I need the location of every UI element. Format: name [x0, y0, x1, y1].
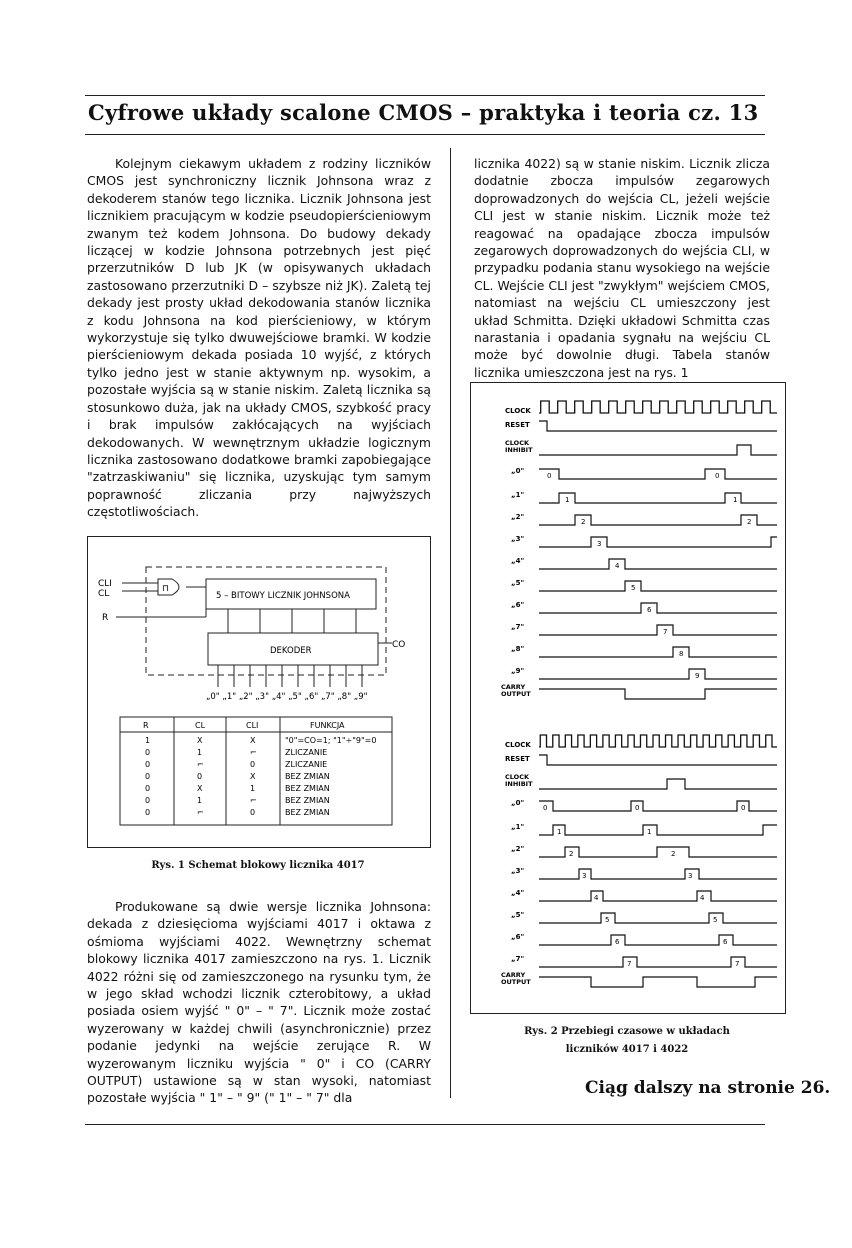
cl-label: CL: [98, 589, 110, 599]
figure-2-timing-diagram: [471, 383, 785, 1013]
bottom-out1-num-b: 1: [647, 828, 652, 836]
table-row: [145, 796, 330, 805]
counter-label: 5 – BITOWY LICZNIK JOHNSONA: [216, 591, 350, 601]
top-out4-wave-number: 4: [615, 562, 620, 570]
figure-1-diagram: [88, 537, 430, 847]
bottom-rule: [85, 1124, 765, 1125]
figure-1-caption: Rys. 1 Schemat blokowy licznika 4017: [151, 860, 365, 871]
top-out7-wave: [539, 625, 777, 635]
svg-text:0: 0: [145, 784, 151, 793]
top-out2-num-a: 2: [581, 518, 586, 526]
left-column-top: [87, 155, 431, 521]
bottom-out7-num-b: 7: [735, 960, 740, 968]
top-out0-num-b: 0: [715, 472, 720, 480]
svg-text:0: 0: [145, 808, 151, 817]
top-label-out-6: „6": [511, 601, 525, 609]
figure-2-frame: [470, 382, 786, 1014]
svg-text:ZLICZANIE: ZLICZANIE: [285, 748, 328, 757]
left-column-bottom: [87, 898, 431, 1107]
top-label-out-7: „7": [511, 623, 525, 631]
bottom-label-out-4: „4": [511, 889, 525, 897]
bottom-label-out-1: „1": [511, 823, 525, 831]
top-out1-num-b: 1: [733, 496, 738, 504]
table-row: [145, 808, 330, 817]
top-out8-wave: [539, 647, 777, 657]
top-reset-wave: [539, 421, 777, 431]
co-label: CO: [392, 640, 406, 650]
table-row: [145, 736, 376, 745]
svg-text:1: 1: [145, 736, 151, 745]
table-header-funkcja: FUNKCJA: [310, 721, 345, 730]
bottom-out7-num-a: 7: [627, 960, 632, 968]
bottom-out5-wave: [539, 913, 777, 923]
r-label: R: [102, 613, 109, 623]
top-out8-wave-number: 8: [679, 650, 684, 658]
svg-text:0: 0: [250, 808, 256, 817]
top-label-out-8: „8": [511, 645, 525, 653]
bottom-out0-num-a: 0: [543, 804, 548, 812]
bottom-clock-wave: [539, 735, 777, 747]
svg-text:0: 0: [250, 760, 256, 769]
outputs-label: „0" „1" „2" „3" „4" „5" „6" „7" „8" „9": [206, 692, 368, 702]
bottom-label-carry-2: OUTPUT: [501, 978, 531, 986]
top-out3-wave: [539, 537, 777, 547]
top-label-out-5: „5": [511, 579, 525, 587]
top-out1-wave: [539, 493, 777, 503]
top-out5-wave-number: 5: [631, 584, 636, 592]
svg-text:⌐: ⌐: [250, 796, 257, 805]
svg-text:0: 0: [145, 760, 151, 769]
bottom-out7-wave: [539, 957, 777, 967]
svg-text:BEZ ZMIAN: BEZ ZMIAN: [285, 784, 330, 793]
top-label-out-2: „2": [511, 513, 525, 521]
table-row: [145, 760, 327, 769]
top-out0-num-a: 0: [547, 472, 552, 480]
bottom-out2-wave: [539, 847, 777, 857]
top-label-out-3: „3": [511, 535, 525, 543]
top-label-clock: CLOCK: [505, 407, 531, 415]
left-paragraph-1: Kolejnym ciekawym układem z rodziny liczników CMOS jest synchroniczny licznik Johnsona wraz z dekoderem stanów tego licznika. Licznik Johnsona jest licznikiem pracującym w kodzie pseudopierścieniowym zwanym też kodem Johnsona. Do budowy dekady liczącej w kodzie Johnsona potrzebnych jest pięć przerzutników D lub JK (w opisywanych układach zastosowano przerzutniki D – szybsze niż JK). Zaletą tej dekady jest prosty układ dekodowania stanów licznika z kodu Johnsona na kod pierścieniowy, w którym wykorzystuje się tylko dwuwejściowe bramki. W kodzie pierścieniowym dekada posiada 10 wyjść, z których tylko jedno jest w stanie aktywnym np. wysokim, a pozostałe wyjścia są w stanie niskim. Zaletą licznika są stosunkowo duża, jak na układy CMOS, szybkość pracy i brak impulsów zakłócających na wyjściach dekodowanych. W wewnętrznym układzie logicznym licznika zastosowano dodatkowe bramki zapobiegające "zatrzaskiwaniu" się licznika, uzyskując tym samym poprawność zliczania przy najwyższych częstotliwościach.: [87, 156, 431, 520]
top-out4-wave: [539, 559, 777, 569]
top-label-out-1: „1": [511, 491, 525, 499]
bottom-label-clock-inhibit-2: INHIBIT: [505, 780, 533, 788]
top-inhibit-wave: [539, 445, 777, 455]
top-out2-num-b: 2: [747, 518, 752, 526]
top-out7-wave-number: 7: [663, 628, 668, 636]
figure-1-frame: [87, 536, 431, 848]
table-header-cli: CLI: [246, 721, 259, 730]
left-paragraph-2: Produkowane są dwie wersje licznika Johnsona: dekada z dziesięcioma wyjściami 4017 i oktawa z ośmioma wyjściami 4022. Wewnętrzny schemat blokowy licznika 4017 zamieszczono na rys. 1. Licznik 4022 różni się od zamieszczonego na rysunku tym, że w jego skład wchodzi licznik czterobitowy, a układ posiada osiem wyjść " 0" – " 7". Licznik może zostać wyzerowany w każdej chwili (asynchronicznie) przez podanie jedynki na wejście zerujące R. W wyzerowanym liczniku wyjścia " 0" i CO (CARRY OUTPUT) ustawione są w stan wysoki, natomiast pozostałe wyjścia " 1" – " 9" (" 1" – " 7" dla: [87, 899, 431, 1106]
bottom-label-out-5: „5": [511, 911, 525, 919]
bottom-out6-num-a: 6: [615, 938, 620, 946]
table-header-r: R: [143, 721, 149, 730]
top-out6-wave-number: 6: [647, 606, 652, 614]
bottom-label-out-2: „2": [511, 845, 525, 853]
table-row: [145, 784, 330, 793]
bottom-out3-wave: [539, 869, 777, 879]
bottom-label-clock: CLOCK: [505, 741, 531, 749]
table-row: [145, 748, 327, 757]
svg-text:1: 1: [250, 784, 256, 793]
svg-text:X: X: [197, 736, 203, 745]
svg-text:BEZ ZMIAN: BEZ ZMIAN: [285, 772, 330, 781]
top-rule: [85, 95, 765, 96]
top-out1-num-a: 1: [565, 496, 570, 504]
bottom-label-out-0: „0": [511, 799, 525, 807]
svg-text:1: 1: [197, 748, 203, 757]
top-out3-num: 3: [597, 540, 602, 548]
bottom-out4-num-a: 4: [594, 894, 599, 902]
top-out9-wave-number: 9: [695, 672, 700, 680]
page-title: Cyfrowe układy scalone CMOS – praktyka i teoria cz. 13: [88, 100, 759, 125]
figure-2-caption-line-2: liczników 4017 i 4022: [565, 1044, 689, 1055]
top-label-reset: RESET: [505, 421, 530, 429]
svg-text:0: 0: [145, 748, 151, 757]
svg-text:X: X: [250, 736, 256, 745]
bottom-label-out-3: „3": [511, 867, 525, 875]
top-label-clock-inhibit: CLOCK: [505, 439, 530, 447]
top-label-carry-2: OUTPUT: [501, 690, 531, 698]
bottom-inhibit-wave: [539, 779, 777, 789]
svg-text:"0"=CO=1; "1"÷"9"=0: "0"=CO=1; "1"÷"9"=0: [285, 736, 377, 745]
decoder-label: DEKODER: [270, 646, 312, 656]
top-label-out-0: „0": [511, 467, 525, 475]
bottom-out1-num-a: 1: [557, 828, 562, 836]
top-label-out-9: „9": [511, 667, 525, 675]
top-carry-wave: [539, 689, 777, 699]
svg-text:0: 0: [145, 796, 151, 805]
continued-note: Ciąg dalszy na stronie 26.: [585, 1078, 831, 1098]
bottom-out3-num-b: 3: [688, 872, 693, 880]
right-paragraph-1: licznika 4022) są w stanie niskim. Licznik zlicza dodatnie zbocza impulsów zegarowych doprowadzonych do wejścia CL, jeżeli wejście CLI jest w stanie niskim. Licznik może też reagować na opadające zbocza impulsów zegarowych doprowadzonych do wejścia CLI, w przypadku podania stanu wysokiego na wejście CL. Wejście CLI jest "zwykłym" wejściem CMOS, natomiast na wejściu CL umieszczony jest układ Schmitta. Dzięki układowi Schmitta czas narastania i opadania sygnału na wejściu CL może być dowolnie długi. Tabela stanów licznika umieszczona jest na rys. 1: [474, 156, 770, 380]
truth-table-frame: [120, 717, 392, 825]
bottom-out0-num-b: 0: [635, 804, 640, 812]
bottom-out5-num-b: 5: [713, 916, 718, 924]
title-underline: [85, 134, 765, 135]
svg-text:0: 0: [197, 772, 203, 781]
bottom-out1-wave: [539, 825, 777, 835]
top-out6-wave: [539, 603, 777, 613]
cli-label: CLI: [98, 579, 112, 589]
bottom-out2-num-a: 2: [569, 850, 574, 858]
bottom-out4-num-b: 4: [700, 894, 705, 902]
top-out5-wave: [539, 581, 777, 591]
svg-text:BEZ ZMIAN: BEZ ZMIAN: [285, 796, 330, 805]
bottom-out2-num-b: 2: [671, 850, 676, 858]
bottom-out6-num-b: 6: [723, 938, 728, 946]
bottom-reset-wave: [539, 755, 777, 765]
svg-text:BEZ ZMIAN: BEZ ZMIAN: [285, 808, 330, 817]
svg-text:ZLICZANIE: ZLICZANIE: [285, 760, 328, 769]
bottom-label-out-6: „6": [511, 933, 525, 941]
svg-text:⌐: ⌐: [250, 748, 257, 757]
bottom-out5-num-a: 5: [605, 916, 610, 924]
bottom-out4-wave: [539, 891, 777, 901]
figure-2-caption-line-1: Rys. 2 Przebiegi czasowe w układach: [524, 1026, 730, 1037]
bottom-label-reset: RESET: [505, 755, 530, 763]
schmitt-icon: ⊓: [162, 584, 170, 594]
top-label-out-4: „4": [511, 557, 525, 565]
table-header-cl: CL: [195, 721, 206, 730]
top-out0-wave: [539, 469, 777, 479]
top-out9-wave: [539, 669, 777, 679]
svg-text:X: X: [250, 772, 256, 781]
column-divider: [450, 148, 451, 1098]
bottom-label-clock-inhibit: CLOCK: [505, 773, 530, 781]
svg-text:⌐: ⌐: [197, 808, 204, 817]
svg-text:X: X: [197, 784, 203, 793]
svg-text:⌐: ⌐: [197, 760, 204, 769]
bottom-out6-wave: [539, 935, 777, 945]
svg-text:0: 0: [145, 772, 151, 781]
top-label-carry: CARRY: [501, 683, 526, 691]
bottom-carry-wave: [539, 977, 777, 987]
bottom-label-out-7: „7": [511, 955, 525, 963]
bottom-out0-num-c: 0: [741, 804, 746, 812]
bottom-label-carry: CARRY: [501, 971, 526, 979]
top-clock-wave: [539, 401, 777, 413]
top-label-clock-inhibit-2: INHIBIT: [505, 446, 533, 454]
right-column-top: [474, 155, 770, 381]
svg-text:1: 1: [197, 796, 203, 805]
table-row: [145, 772, 330, 781]
top-out2-wave: [539, 515, 777, 525]
bottom-out3-num-a: 3: [582, 872, 587, 880]
